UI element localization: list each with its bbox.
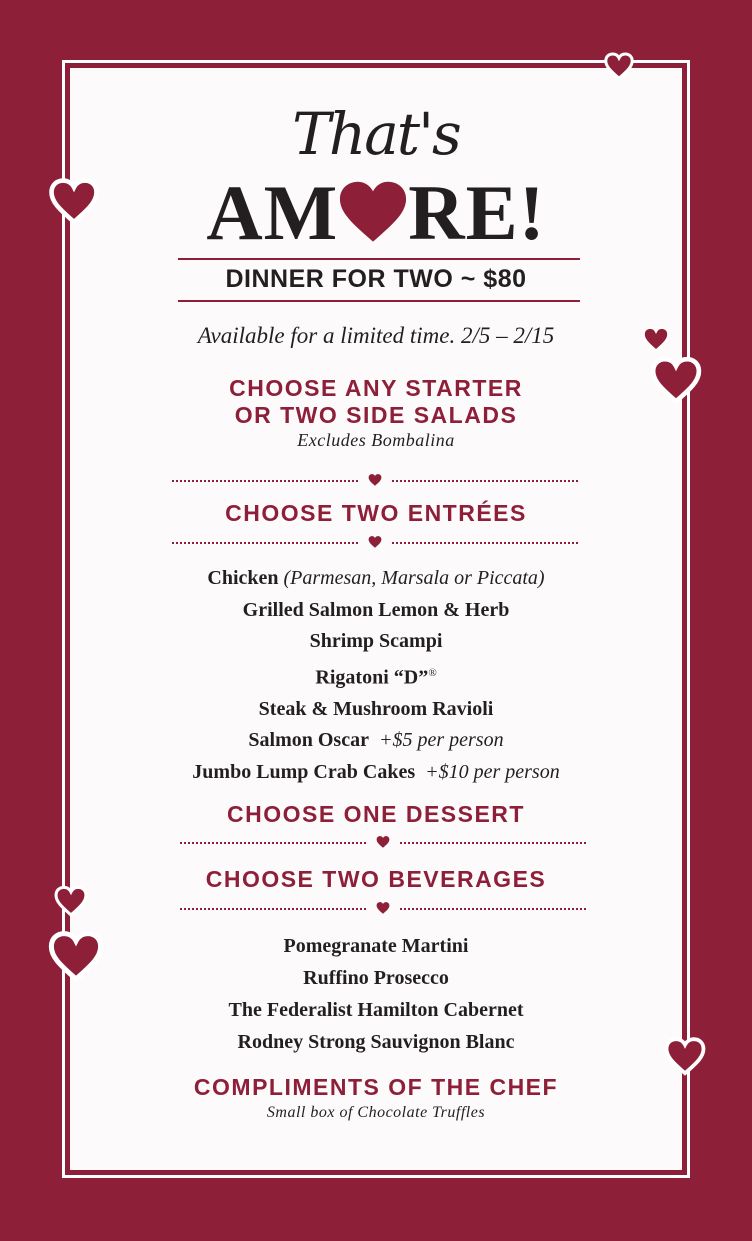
entree-name: Steak & Mushroom Ravioli xyxy=(258,697,494,720)
list-item: Ruffino Prosecco xyxy=(303,967,449,989)
list-item: The Federalist Hamilton Cabernet xyxy=(228,999,524,1021)
list-item: Pomegranate Martini xyxy=(283,935,469,957)
list-item xyxy=(0,725,752,757)
starter-heading-1: CHOOSE ANY STARTER xyxy=(229,375,523,401)
beverages-heading: CHOOSE TWO BEVERAGES xyxy=(205,866,547,892)
entree-note: +$5 per person xyxy=(368,729,504,752)
beverage-list xyxy=(0,930,752,1058)
list-item: Rodney Strong Sauvignon Blanc xyxy=(237,1031,515,1053)
deal-banner: DINNER FOR TWO ~ $80 xyxy=(225,265,527,293)
title-script: That's xyxy=(292,100,460,168)
heart-icon xyxy=(54,885,88,917)
heart-icon xyxy=(48,178,100,224)
starter-heading-2: OR TWO SIDE SALADS xyxy=(234,402,518,428)
availability-text: Available for a limited time. 2/5 – 2/15 xyxy=(197,323,555,348)
dotted-divider xyxy=(180,904,586,914)
list-item xyxy=(0,563,752,595)
heart-icon xyxy=(650,356,702,404)
heart-icon xyxy=(368,474,382,486)
divider-top xyxy=(178,258,580,260)
list-item xyxy=(0,757,752,789)
entree-list xyxy=(0,563,752,788)
entree-name: Jumbo Lump Crab Cakes xyxy=(192,760,416,783)
chef-heading: COMPLIMENTS OF THE CHEF xyxy=(193,1074,559,1100)
entree-note: +$10 per person xyxy=(415,760,560,783)
entrees-heading: CHOOSE TWO ENTRÉES xyxy=(225,500,527,526)
entree-name: Rigatoni “D” xyxy=(315,666,429,689)
heart-icon xyxy=(642,326,670,352)
chef-note: Small box of Chocolate Truffles xyxy=(266,1104,486,1121)
entree-note: ® xyxy=(428,666,437,679)
dotted-divider xyxy=(180,838,586,848)
entree-name: Shrimp Scampi xyxy=(309,630,443,652)
entree-note: (Parmesan, Marsala or Piccata) xyxy=(278,567,545,589)
starter-note: Excludes Bombalina xyxy=(297,430,455,450)
entree-name: Salmon Oscar xyxy=(248,729,369,752)
list-item xyxy=(0,658,752,694)
dotted-divider xyxy=(172,538,578,548)
dessert-heading: CHOOSE ONE DESSERT xyxy=(227,801,525,827)
heart-icon xyxy=(336,172,410,234)
dotted-divider xyxy=(172,476,578,486)
title-amore-right: RE! xyxy=(408,169,546,256)
entree-name: Grilled Salmon Lemon & Herb xyxy=(242,598,510,621)
heart-icon xyxy=(368,536,382,548)
heart-icon xyxy=(604,52,634,80)
list-item xyxy=(0,595,752,627)
divider-bottom xyxy=(178,300,580,302)
title-amore-left: AM xyxy=(206,169,339,256)
list-item xyxy=(0,626,752,658)
heart-icon xyxy=(376,836,390,848)
title-amore xyxy=(0,168,752,256)
heart-icon xyxy=(664,1036,706,1076)
heart-icon xyxy=(376,902,390,914)
list-item xyxy=(0,694,752,726)
heart-icon xyxy=(48,930,104,982)
entree-name: Chicken xyxy=(207,567,279,589)
